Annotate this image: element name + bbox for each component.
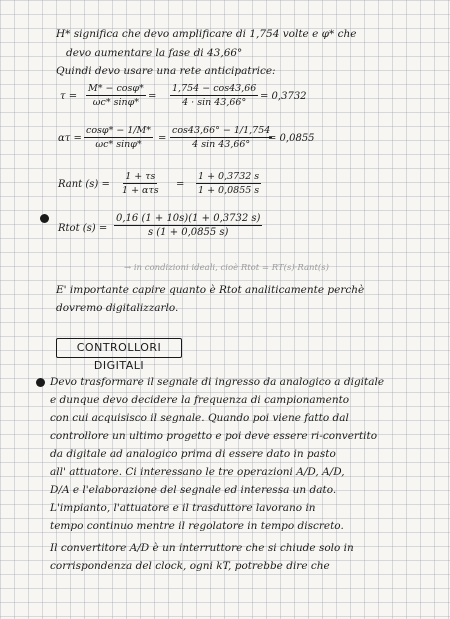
text-line: tempo continuo mentre il regolatore in tempo discreto. xyxy=(50,520,344,532)
text-line: controllore un ultimo progetto e poi deve essere ri-convertito xyxy=(50,430,378,442)
text-line: devo aumentare la fase di 43,66° xyxy=(66,47,243,59)
fraction-denominator: s (1 + 0,0855 s) xyxy=(147,227,229,238)
formula-lhs: τ = xyxy=(60,91,78,102)
text-line: all' attuatore. Ci interessano le tre operazioni A/D, A/D, xyxy=(50,466,345,478)
fraction-numerator: cosφ* − 1/M* xyxy=(86,125,152,136)
section-title: CONTROLLORI DIGITALI xyxy=(56,338,182,358)
fraction-numerator: M* − cosφ* xyxy=(88,83,144,94)
formula-result: = 0,3732 xyxy=(260,91,307,102)
fraction-numerator: 1 + τs xyxy=(125,171,156,182)
text-line: con cui acquisisco il segnale. Quando poi viene fatto dal xyxy=(50,412,349,424)
fraction-denominator: 4 sin 43,66° xyxy=(192,139,251,150)
text-line: Il convertitore A/D è un interruttore che si chiude solo in xyxy=(50,542,354,554)
text-line: Quindi devo usare una rete anticipatrice: xyxy=(56,65,276,77)
fraction-denominator: ωc* sinφ* xyxy=(95,139,142,150)
equals-sign: = xyxy=(176,179,185,190)
text-line: D/A e l'elaborazione del segnale ed interessa un dato. xyxy=(50,484,337,496)
formula-lhs: Rtot (s) = xyxy=(58,223,108,234)
formula-fraction xyxy=(196,170,261,197)
text-line: L'impianto, l'attuatore e il trasduttore lavorano in xyxy=(50,502,316,514)
bullet-icon xyxy=(40,214,49,223)
fraction-denominator: ωc* sinφ* xyxy=(92,97,140,108)
formula-fraction xyxy=(86,82,146,109)
fraction-denominator: 1 + ατs xyxy=(122,185,159,196)
formula-fraction xyxy=(84,124,153,151)
text-line: corrispondenza del clock, ogni kT, potrebbe dire che xyxy=(50,560,330,572)
formula-fraction xyxy=(120,170,161,197)
text-line: H* significa che devo amplificare di 1,754 volte e φ* che xyxy=(56,28,357,40)
formula-fraction xyxy=(114,212,262,239)
text-line: e dunque devo decidere la frequenza di campionamento xyxy=(50,394,350,406)
fraction-denominator: 4 · sin 43,66° xyxy=(182,97,247,108)
fraction-numerator: 1,754 − cos43,66 xyxy=(172,83,257,94)
formula-fraction xyxy=(170,82,258,109)
fraction-numerator: cos43,66° − 1/1,754 xyxy=(172,125,271,136)
text-line: Devo trasformare il segnale di ingresso da analogico a digitale xyxy=(50,376,385,388)
formula-lhs: ατ = xyxy=(58,133,82,144)
text-line: E' importante capire quanto è Rtot analiticamente perchè xyxy=(56,284,365,296)
equals-sign: = xyxy=(148,91,157,102)
formula-fraction xyxy=(170,124,272,151)
bullet-icon xyxy=(36,378,45,387)
formula-note: → in condizioni ideali, cioè Rtot = RT(s)·Rant(s) xyxy=(124,263,329,273)
text-line: da digitale ad analogico prima di essere dato in pasto xyxy=(50,448,336,460)
fraction-numerator: 0,16 (1 + 10s)(1 + 0,3732 s) xyxy=(116,213,261,224)
fraction-denominator: 1 + 0,0855 s xyxy=(198,185,260,196)
text-line: dovremo digitalizzarlo. xyxy=(56,302,179,314)
formula-lhs: Rant (s) = xyxy=(58,179,110,190)
formula-result: = 0,0855 xyxy=(268,133,315,144)
equals-sign: = xyxy=(158,133,167,144)
fraction-numerator: 1 + 0,3732 s xyxy=(198,171,260,182)
